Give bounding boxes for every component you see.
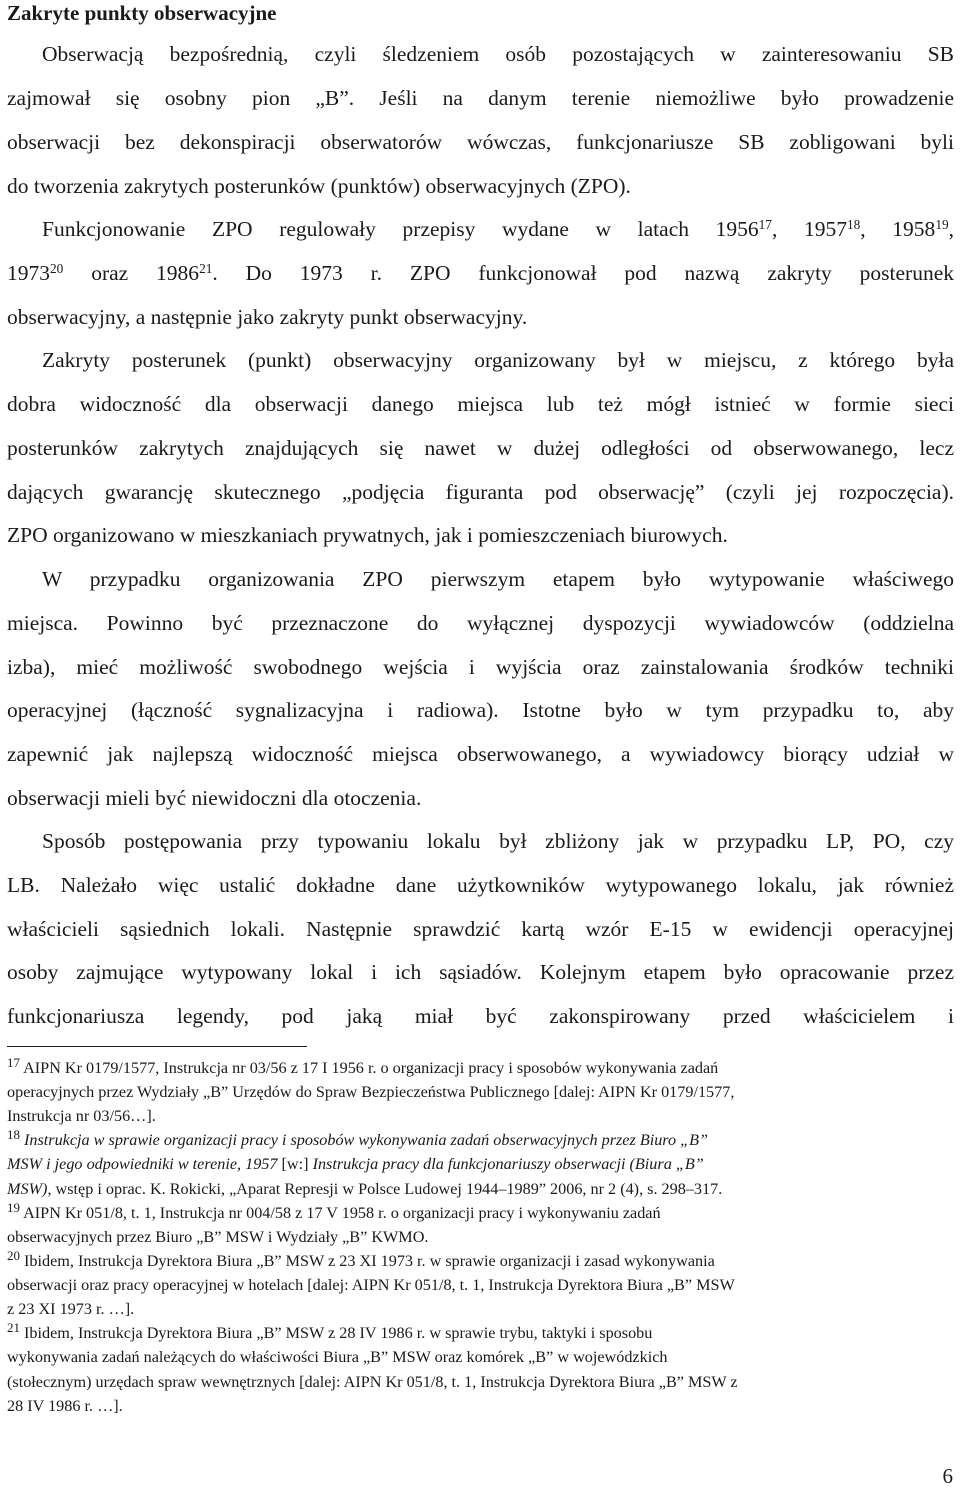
footnote-line: (stołecznym) urzędach spraw wewnętrznych [dalej: AIPN Kr 051/8, t. 1, Instrukcja Dyrektora Biura „B” MSW z [7,1373,738,1391]
footnote-line [7,1179,954,1199]
footnote-19 [7,1200,954,1223]
paragraph-line: miejsca. Powinno być przeznaczone do wyłącznej dyspozycji wywiadowców (oddzielna [7,611,954,635]
section-heading: Zakryte punkty obserwacyjne [7,1,277,25]
paragraph-line: do tworzenia zakrytych posterunków (punktów) obserwacyjnych (ZPO). [7,174,631,198]
text-run: MSW i jego odpowiedniki w terenie, 1957 [7,1155,278,1173]
footnote-line [7,1154,954,1174]
footnote-text: AIPN Kr 0179/1577, Instrukcja nr 03/56 z 17 I 1956 r. o organizacji pracy i sposobów wykonywania zadań [19,1059,719,1077]
text-run: , wstęp i oprac. K. Rokicki, „Aparat Represji w Polsce Ludowej 1944–1989” 2006, nr 2 (4), s. 298–317. [47,1180,723,1198]
footnote-ref-21[interactable]: 21 [199,260,213,276]
footnote-number: 17 [7,1055,20,1071]
paragraph-line [7,259,954,287]
footnote-text: Instrukcja w sprawie organizacji pracy i sposobów wykonywania zadań obserwacyjnych przez Biuro „B” [19,1131,709,1149]
footnote-line: z 23 XI 1973 r. …]. [7,1300,135,1318]
footnote-20 [7,1248,954,1271]
paragraph-line: Obserwacją bezpośrednią, czyli śledzeniem osób pozostających w zainteresowaniu SB [42,42,954,66]
text-run: MSW) [7,1180,48,1198]
footnote-line: wykonywania zadań należących do właściwości Biura „B” MSW oraz komórek „B” w wojewódzkich [7,1348,668,1366]
footnote-number: 18 [7,1127,20,1143]
text-run: 1973 [7,261,50,285]
text-run: Instrukcja pracy dla funkcjonariuszy obserwacji (Biura „B” [312,1155,704,1173]
text-run: oraz 1986 [63,261,200,285]
text-run: Funkcjonowanie ZPO regulowały przepisy wydane w latach 1956 [42,217,759,241]
paragraph-line: Sposób postępowania przy typowaniu lokalu był zbliżony jak w przypadku LP, PO, czy [42,829,954,853]
paragraph-line: właścicieli sąsiednich lokali. Następnie sprawdzić kartą wzór E-15 w ewidencji operacyjnej [7,917,954,941]
paragraph-line: obserwacji bez dekonspiracji obserwatorów wówczas, funkcjonariusze SB zobligowani byli [7,130,954,154]
paragraph-line [7,215,954,243]
paragraph-line: zajmował się osobny pion „B”. Jeśli na danym terenie niemożliwe było prowadzenie [7,86,954,110]
footnote-number: 20 [7,1248,20,1264]
text-run: [w:] [277,1155,313,1173]
paragraph-line: posterunków zakrytych znajdujących się nawet w dużej odległości od obserwowanego, lecz [7,436,954,460]
text-run: . Do 1973 r. ZPO funkcjonował pod nazwą zakryty posterunek [212,261,954,285]
text-run: , 1957 [771,217,847,241]
footnote-text: Ibidem, Instrukcja Dyrektora Biura „B” MSW z 28 IV 1986 r. w sprawie trybu, taktyki i sposobu [19,1324,653,1342]
text-run: , [948,217,955,241]
footnote-line: Instrukcja nr 03/56…]. [7,1107,156,1125]
paragraph-line: obserwacji mieli być niewidoczni dla otoczenia. [7,786,422,810]
footnote-line: obserwacji oraz pracy operacyjnej w hotelach [dalej: AIPN Kr 051/8, t. 1, Instrukcja Dyrektora Biura „B” MSW [7,1276,735,1294]
paragraph-line: operacyjnej (łączność sygnalizacyjna i radiowa). Istotne było w tym przypadku to, aby [7,698,954,722]
footnote-ref-17[interactable]: 17 [758,216,772,232]
paragraph-line: LB. Należało więc ustalić dokładne dane użytkowników wytypowanego lokalu, jak również [7,873,954,897]
paragraph-line: funkcjonariusza legendy, pod jaką miał być zakonspirowany przed właścicielem i [7,1004,954,1028]
footnote-line: operacyjnych przez Wydziały „B” Urzędów do Spraw Bezpieczeństwa Publicznego [dalej: AIPN Kr 0179/1577, [7,1083,735,1101]
footnote-text: Ibidem, Instrukcja Dyrektora Biura „B” MSW z 23 XI 1973 r. w sprawie organizacji i zasad wykonywania [19,1252,715,1270]
footnote-line: obserwacyjnych przez Biuro „B” MSW i Wydziały „B” KWMO. [7,1228,429,1246]
text-run: , 1958 [860,217,936,241]
footnote-number: 21 [7,1320,20,1336]
footnote-17 [7,1055,954,1078]
footnote-number: 19 [7,1200,20,1216]
paragraph-line: dających gwarancję skutecznego „podjęcia figuranta pod obserwację” (czyli jej rozpoczęcia). [7,480,954,504]
footnote-text: AIPN Kr 051/8, t. 1, Instrukcja nr 004/58 z 17 V 1958 r. o organizacji pracy i wykonywaniu zadań [19,1204,661,1222]
footnote-line: 28 IV 1986 r. …]. [7,1397,123,1415]
footnote-21 [7,1320,954,1343]
footnote-18 [7,1127,954,1150]
footnote-ref-20[interactable]: 20 [50,260,64,276]
footnote-ref-18[interactable]: 18 [846,216,861,232]
paragraph-line: Zakryty posterunek (punkt) obserwacyjny organizowany był w miejscu, z którego była [42,348,954,372]
paragraph-line: ZPO organizowano w mieszkaniach prywatnych, jak i pomieszczeniach biurowych. [7,523,728,547]
paragraph-line: W przypadku organizowania ZPO pierwszym etapem było wytypowanie właściwego [42,567,954,591]
footnote-separator [7,1046,307,1047]
paragraph-line: izba), mieć możliwość swobodnego wejścia i wyjścia oraz zainstalowania środków techniki [7,655,954,679]
paragraph-line: zapewnić jak najlepszą widoczność miejsca obserwowanego, a wywiadowcy biorący udział w [7,742,954,766]
footnote-ref-19[interactable]: 19 [935,216,949,232]
page-number: 6 [942,1464,953,1488]
paragraph-line: dobra widoczność dla obserwacji danego miejsca lub też mógł istnieć w formie sieci [7,392,954,416]
paragraph-line: osoby zajmujące wytypowany lokal i ich sąsiadów. Kolejnym etapem było opracowanie przez [7,960,954,984]
paragraph-line: obserwacyjny, a następnie jako zakryty punkt obserwacyjny. [7,305,528,329]
